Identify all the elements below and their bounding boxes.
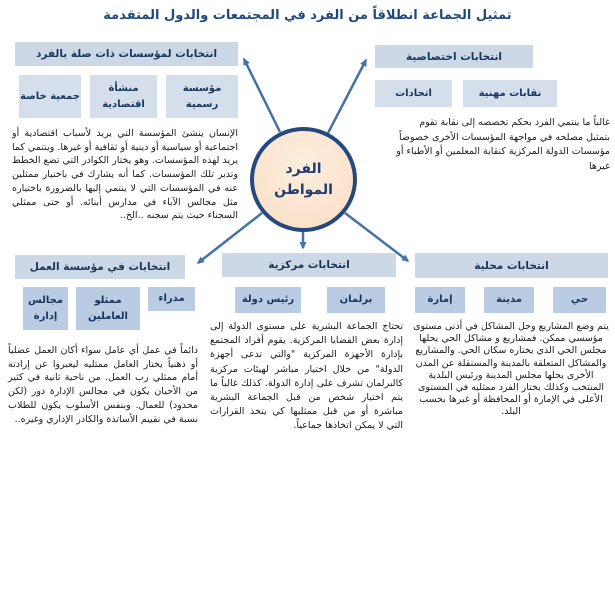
option-box-workers-representatives: ممثلو العاملين [76,287,140,330]
local-boxes [415,287,606,313]
option-box-parliament: برلمان [327,287,385,313]
option-box-head-of-state: رئيس دولة [235,287,301,313]
section-header-workplace: انتخابات في مؤسسة العمل [15,255,185,279]
option-box-neighborhood: حي [553,287,606,313]
option-box-boards-of-directors: مجالس إدارة [23,287,68,330]
central-paragraph: تحتاج الجماعة البشرية على مستوى الدولة إلى إدارة بعض القضايا المركزية. يقوم أفراد المجتمع بإدارة الأجهزة المركزية "والتي تدعى أجهزة الدولة" من خلال اختيار مباشر لهيئات مركزية كالبرلمان تشرف على إدارة الدولة. كذلك غالباً ما يتم اختيار شخص من قبل الجماعة البشرية مباشرة أو من قبل ممثليها كي يتخذ القرارات التي لا يمكن اتخاذها جماعياً. [210,321,403,432]
option-box-private-association: جمعية خاصة [19,75,81,118]
related-institutions-paragraph: الإنسان ينشئ المؤسسة التي يريد لأسباب اقتصادية أو اجتماعية أو سياسية أو دينية أو ثقافية أو غيرها. وينتمي كما يريد لهذه المؤسسات. وهو يختار الكوادر التي تضع الخطط وتدير تلك المؤسسات. كما أنه يشارك في باختيار ممثلين عنه في المؤسسات التي لا ينتمي إليها بالضرورة باختياره مثل مجالس الآباء في مدارس أبنائه. أو حتى ممثلي السجناء حيث يتم سجنه ..الخ.. [12,128,238,222]
local-paragraph: يتم وضع المشاريع وحل المشاكل في أدنى مستوى مؤسسي ممكن. فمشاريع و مشاكل الحي يحلها مجلس الحي الذي يختاره سكان الحي. والمشاريع والمشاكل المتعلقة بالمدينة والمستقلة عن المدن الأخرى يحلها مجلس المدينة ورئيس البلدية المنتخب وكذلك يختار الفرد ممثليه في المستوى الأعلى في الإمارة أو المحافظة أو غيرها بحسب البلد. [413,321,609,418]
diagram-title: تمثيل الجماعة انطلاقاً من الفرد في المجتمعات والدول المتقدمة [103,8,512,23]
specialized-paragraph: غالباً ما ينتمي الفرد بحكم تخصصه إلى نقابة تقوم بتمثيل مصلحه في مواجهة المؤسسات الأخرى خصوصاً مؤسسات الدولة المركزية كنقابة المعلمين أو الأطباء أو غيرها [396,117,610,172]
arrow-to-specialized [328,60,366,133]
option-box-city: مدينة [484,287,534,313]
central-boxes [233,287,385,313]
option-box-emirate: إمارة [415,287,465,313]
option-box-professional-unions: نقابات مهنية [463,80,557,107]
option-box-federations: اتحادات [375,80,452,107]
section-header-central: انتخابات مركزية [222,253,396,277]
related-institutions-boxes [15,75,238,118]
section-header-specialized: انتخابات اختصاصية [375,45,533,68]
option-box-official-institution: مؤسسة رسمية [166,75,238,118]
option-box-economic-establishment: منشأة اقتصادية [90,75,157,118]
central-node [250,127,357,232]
workplace-paragraph: دائماً في عمل أي عامل سواء أكان العمل عضلياً أو ذهنياً يختار العامل ممثليه ليعبروا عن إرادته أمام ممثلي رب العمل. من ناحية ثانية في كثير من الأحيان يكون في مجالس الإدارة دور (لكن محدود) للعمال. وبنفس الأسلوب يكون للطلاب نسبة في تقييم الأساتذة والكادر الإداري وغيره.. [8,345,198,425]
arrow-to-related-institutions [244,59,280,132]
workplace-boxes [15,287,195,330]
central-node-label-line1: الفرد [285,160,322,177]
central-node-label-line2: المواطن [274,181,333,198]
section-header-local: انتخابات محلية [415,253,608,278]
specialized-boxes [375,80,557,107]
section-header-related-institutions: انتخابات لمؤسسات ذات صلة بالفرد [15,42,238,66]
option-box-managers: مدراء [148,287,195,311]
